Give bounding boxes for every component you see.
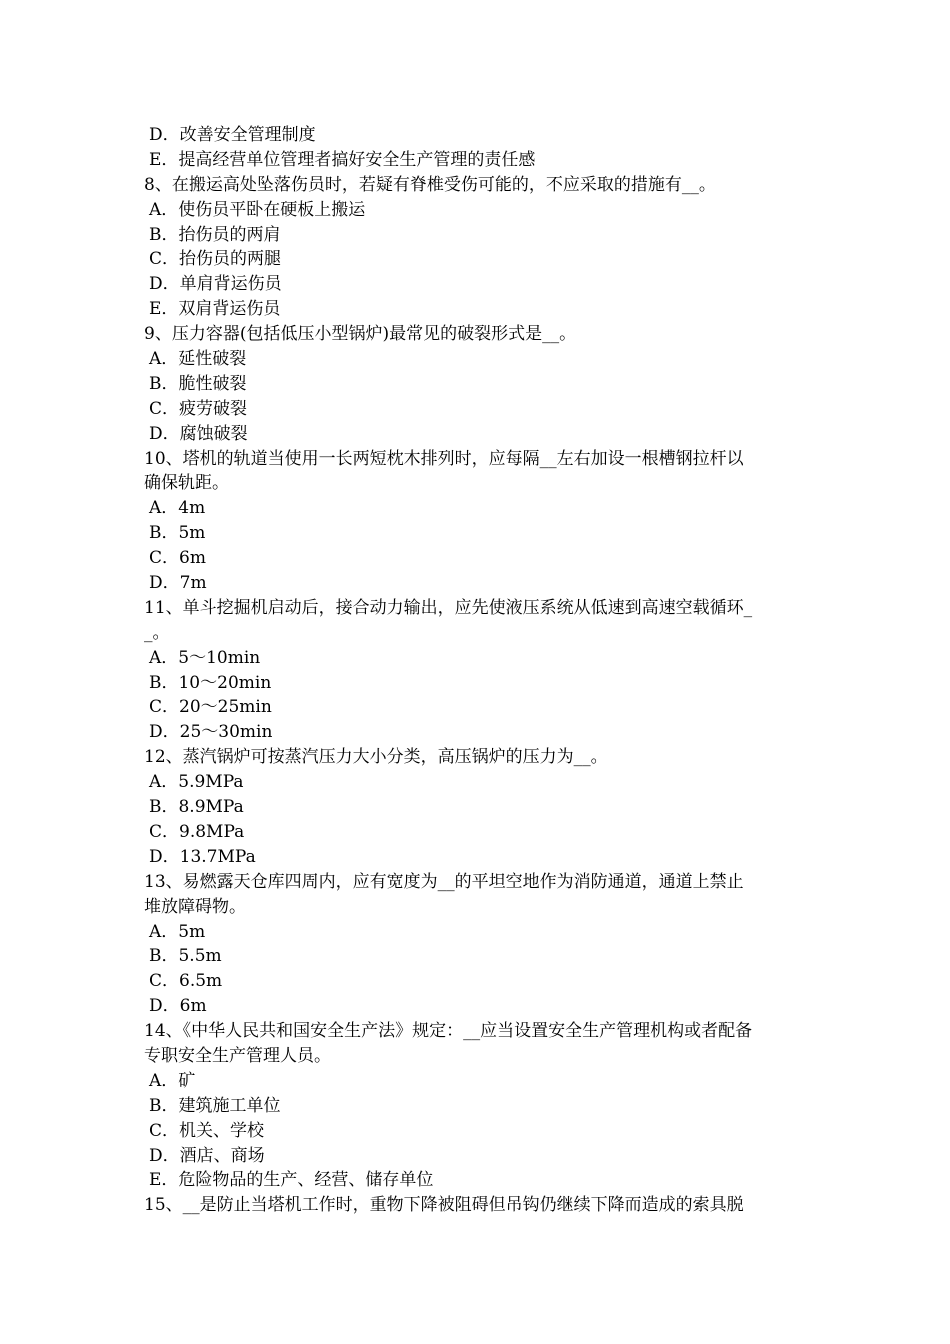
answer-option-line: C．疲劳破裂 [149, 398, 248, 419]
answer-option-line: D．酒店、商场 [149, 1145, 265, 1166]
answer-option-line: A．5m [149, 921, 206, 942]
answer-option-line: D．6m [149, 996, 207, 1017]
answer-option-line: D．改善安全管理制度 [149, 125, 316, 145]
answer-option-line: D．腐蚀破裂 [149, 423, 248, 444]
answer-option-line: B．5.5m [149, 946, 222, 967]
answer-option-line: C．机关、学校 [149, 1120, 265, 1141]
answer-option-line: D．7m [149, 573, 207, 594]
question-line: 15、__是防止当塔机工作时，重物下降被阻碍但吊钩仍继续下降而造成的索具脱 [144, 1195, 744, 1216]
answer-option-line: D．13.7MPa [149, 846, 256, 867]
answer-option-line: B．抬伤员的两肩 [149, 224, 281, 245]
answer-option-line: E．危险物品的生产、经营、储存单位 [149, 1170, 434, 1191]
answer-option-line: B．建筑施工单位 [149, 1095, 281, 1116]
answer-option-line: B．脆性破裂 [149, 373, 247, 394]
answer-option-line: D．单肩背运伤员 [149, 274, 282, 295]
question-line: 11、单斗挖掘机启动后，接合动力输出，应先使液压系统从低速到高速空载循环_ [144, 597, 753, 618]
answer-option-line: A．4m [149, 498, 206, 519]
question-line: 8、在搬运高处坠落伤员时，若疑有脊椎受伤可能的，不应采取的措施有__。 [144, 174, 716, 195]
document-body [144, 123, 808, 1218]
answer-option-line: C．6.5m [149, 971, 223, 992]
question-line: 堆放障碍物。 [144, 896, 246, 917]
answer-option-line: C．抬伤员的两腿 [149, 249, 282, 270]
question-line: 13、易燃露天仓库四周内，应有宽度为__的平坦空地作为消防通道，通道上禁止 [144, 871, 744, 892]
answer-option-line: C．20～25min [149, 697, 272, 718]
answer-option-line: A．5.9MPa [149, 772, 244, 793]
question-line: 9、压力容器(包括低压小型锅炉)最常见的破裂形式是__。 [144, 324, 577, 345]
answer-option-line: B．10～20min [149, 672, 272, 693]
question-line: 专职安全生产管理人员。 [144, 1045, 331, 1066]
answer-option-line: C．6m [149, 548, 206, 569]
answer-option-line: B．5m [149, 523, 206, 544]
question-line: _。 [144, 622, 170, 643]
answer-option-line: A．延性破裂 [149, 349, 247, 370]
answer-option-line: A．矿 [149, 1070, 196, 1091]
answer-option-line: D．25～30min [149, 722, 273, 743]
answer-option-line: A．使伤员平卧在硬板上搬运 [149, 199, 366, 220]
answer-option-line: C．9.8MPa [149, 821, 245, 842]
answer-option-line: E．双肩背运伤员 [149, 299, 281, 320]
answer-option-line: E．提高经营单位管理者搞好安全生产管理的责任感 [149, 149, 536, 170]
answer-option-line: A．5～10min [149, 647, 261, 668]
question-line: 12、蒸汽锅炉可按蒸汽压力大小分类，高压锅炉的压力为__。 [144, 747, 608, 768]
question-line: 10、塔机的轨道当使用一长两短枕木排列时，应每隔__左右加设一根槽钢拉杆以 [144, 448, 744, 469]
question-line: 14、《中华人民共和国安全生产法》规定：__应当设置安全生产管理机构或者配备 [144, 1021, 753, 1042]
question-line: 确保轨距。 [144, 473, 229, 494]
answer-option-line: B．8.9MPa [149, 797, 244, 818]
